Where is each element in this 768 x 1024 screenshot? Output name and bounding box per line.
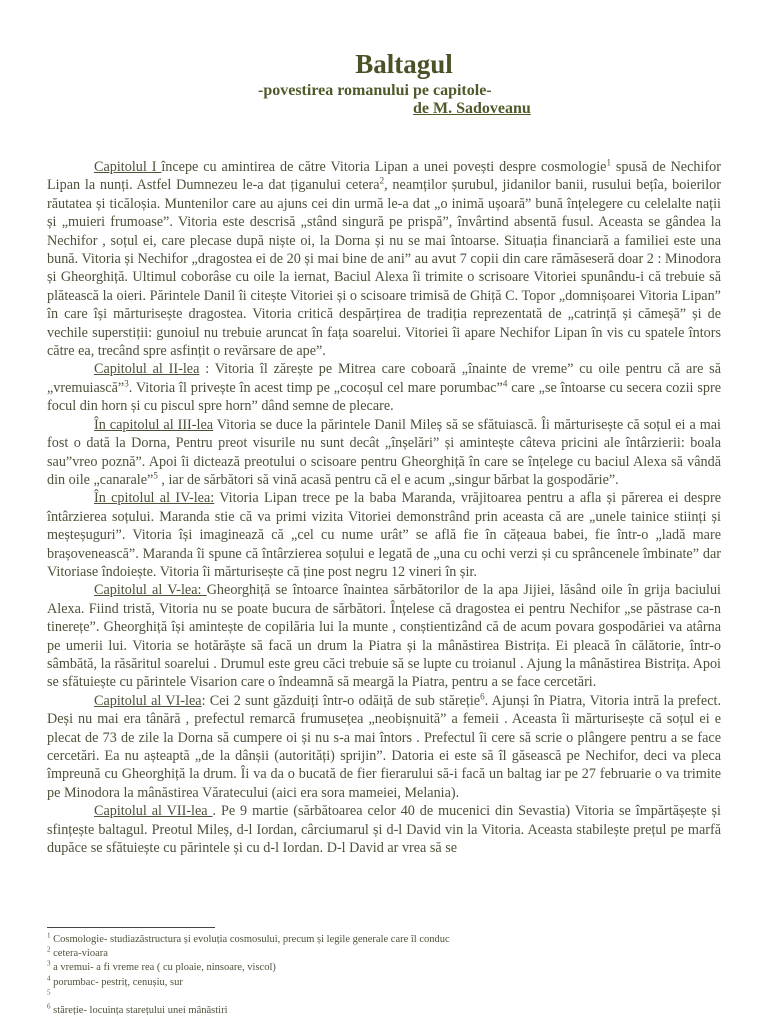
paragraph-text: Vitoria se duce la părintele Danil Mileș să se sfătuiască. Îi mărturisește că soțul ei a mai fost o dată la Dorna, Pentru preot visurile nu sunt decât „înșelări” și amintește câteva pricini ale întârzierii: boala sau”vreo poznă”. Apoi îi dictează preotului o scisoare pentru Gheorghiță în care se înțelege cu baciul Alexa să vândă din oile „canarale” — [47, 416, 721, 488]
footnote-reference[interactable]: 3 — [124, 378, 129, 389]
footnote-number: 4 — [47, 974, 51, 983]
document-author: de M. Sadoveanu — [413, 100, 531, 117]
footnote-item — [47, 990, 721, 1004]
footnote-number: 5 — [47, 988, 51, 997]
paragraph-text: care „se întoarse cu secera cozii spre focul din horn și cu piscul spre horn” dând semne de plecare. — [47, 379, 721, 415]
chapter-heading: Capitolul I — [94, 159, 162, 175]
chapter-paragraph — [47, 802, 721, 857]
footnote-text: porumbac- pestriț, cenușiu, sur — [50, 976, 183, 988]
paragraph-text: : Cei 2 sunt găzduiți într-o odăiță de sub stăreție — [201, 692, 481, 709]
paragraph-text: . Ajunși în Piatra, Vitoria intră la prefect. Deși nu mai era tânără , prefectul remarcă frumusețea „neobișnuită” a femeii . Aceasta îi mărturisește că soțul ei e plecat de 73 de zile la Dorna să cumpere oi și nu s-a mai întors . Prefectul îi cere să scrie o plângere pentru a se face cercetări. Ea nu așteaptă „de la dânșii (autorități) sprijin”. Datoria ei este să îl găsească pe Nechifor, deci va pleca împreună cu Gheorghiță la drum. Îi va da o bucată de fier fierarului să-i facă un baltag iar pe 27 februarie o va trimite pe Minodora la mânăstirea Văratecului (aici era sora mameiei, Melania). — [47, 692, 721, 801]
chapter-heading: În cpitolul al IV-lea: — [94, 490, 215, 507]
document-subtitle: -povestirea romanului pe capitole- — [258, 82, 492, 99]
chapter-paragraph — [47, 360, 721, 415]
chapter-heading: Capitolul al VII-lea — [94, 803, 213, 820]
footnote-reference[interactable]: 1 — [606, 157, 611, 168]
chapter-heading: Capitolul al V-lea: — [94, 582, 207, 599]
paragraph-text: , iar de sărbători să vină acasă pentru că el e acum „singur bărbat la gospodărie”. — [157, 471, 619, 488]
footnote-separator — [47, 927, 215, 928]
chapter-heading: Capitolul al VI-lea — [94, 692, 202, 709]
paragraph-text: . Vitoria îl privește în acest timp pe „cocoșul cel mare porumbac” — [128, 379, 503, 396]
document-header — [0, 48, 768, 117]
footnote-number: 3 — [47, 959, 51, 968]
footnote-text: stăreție- locuința starețului unei mânăstiri — [50, 1005, 228, 1017]
footnote-reference[interactable]: 4 — [502, 378, 508, 389]
chapter-paragraph — [47, 416, 721, 490]
footnote-item — [47, 947, 721, 961]
footnote-text: Cosmologie- studiazăstructura și evoluția cosmosului, precum și legile generale care îl conduc — [50, 934, 450, 945]
footnote-number: 1 — [47, 931, 51, 940]
chapter-heading: În capitolul al III-lea — [94, 416, 214, 433]
document-title: Baltagul — [355, 49, 453, 79]
footnote-text: cetera-vioara — [50, 948, 108, 960]
chapter-paragraph — [47, 692, 721, 802]
paragraph-text: Vitoria Lipan trece pe la baba Maranda, vrăjitoarea pentru a afla și părerea ei despre întârzierea soțului. Maranda stie că va primi vizita Vitoriei demonstrând prin aceasta că are „unele tainice stiinți și meșteșuguri”. Vitoria își imaginează că „cel cu nume urât” se află fie în cățeaua babei, fie într-o „ladă mare brașovenească”. Maranda îi spune că întârzierea soțului e legată de „una cu ochi verzi și cu sprâncenele îmbinate” dar Vitoriase îndoiește. Vitoria îi mărturisește că ține post negru 12 vineri în șir. — [47, 490, 721, 580]
footnote-item — [47, 1004, 721, 1018]
footnote-reference[interactable]: 6 — [480, 691, 485, 702]
footnote-reference[interactable]: 5 — [153, 470, 158, 481]
chapter-paragraph — [47, 489, 721, 581]
paragraph-text: : Vitoria îl zărește pe Mitrea care coboară „înainte de vreme” cu oile pentru că are să „vremuiască” — [47, 361, 721, 396]
footnote-item — [47, 933, 721, 947]
paragraph-text: spusă de Nechifor Lipan la nunți. Astfel Dumnezeu le-a dat țiganului cetera — [47, 159, 721, 194]
document-body — [47, 158, 721, 857]
paragraph-text: începe cu amintirea de către Vitoria Lipan a unei povești despre cosmologie — [161, 159, 607, 175]
footnote-item — [47, 976, 721, 990]
chapter-heading: Capitolul al II-lea — [94, 361, 200, 378]
chapter-paragraph — [47, 581, 721, 691]
footnote-item — [47, 961, 721, 975]
paragraph-text: . Pe 9 martie (sărbătoarea celor 40 de mucenici din Sevastia) Vitoria se împărtășește și sfințește baltagul. Preotul Mileș, d-l Iordan, cârciumarul și d-l David vin la Vitoria. Aceasta stabilește prețul pe marfă dupăce se sfătuiește cu părintele și cu d-l Iordan. D-l David ar vrea să se — [47, 803, 721, 857]
paragraph-text: Gheorghiță se întoarce înaintea sărbătorilor de la apa Jijiei, lăsând oile în grija baciului Alexa. Fiind tristă, Vitoria nu se poate bucura de sărbători. Înțelese că dragostea ei pentru Nechifor „se păstrase ca-n tinerețe”. Gheorghiță își amintește de copilăria lui la munte , conștientizând că de acum povara gospodăriei va atârna pe umerii lui. Vitoria se hotărăște să facă un drum la Piatra și la mânăstirea Bistrița. Ei pleacă în călătorie, într-o sâmbătă, la răsăritul soarelui . Drumul este greu căci trebuie să se lupte cu troianul . Ajung la mânăstirea Bistrița. Apoi se sfătuiește cu părintele Visarion care o îndeamnă să meargă la Piatra, pentru a se face cercetări. — [47, 582, 721, 691]
footnote-number: 6 — [47, 1002, 51, 1011]
chapter-paragraph — [47, 158, 721, 360]
footnote-reference[interactable]: 2 — [379, 175, 385, 186]
paragraph-text: , neamților șurubul, jidanilor banii, rusului bețîa, boierilor răutatea și ticăloșia. Muntenilor care au ajuns cei din urmă le-a dat „o inimă ușoară” bună înțelegere cu celelalte nații și „muieri frumoase”. Vitoria este descrisă „stând singură pe prispă”, învârtind absentă fusul. Aceasta se gândea la Nechifor , soțul ei, care plecase după niște oi, la Dorna și nu se mai întoarse. Situația financiară a familiei este una bună. Vitoria și Nechifor „dragostea ei de 20 și mai bine de ani” au avut 7 copii din care rămăseseră doar 2 : Minodora și Gheorghiță. Ultimul coborâse cu oile la iernat, Baciul Alexa îi trimite o scrisoare Vitoriei spunându-i că trebuie să plătească la oieri. Părintele Danil îi citește Vitoriei și o scisoare trimisă de Ghiță C. Topor „domnișoarei Vitoria Lipan” în care își mărturisește dragostea. Vitoria critică despărțirea de tradiția reprezentată de „catrință și cămeșă” și de vechile superstiții: gunoiul nu trebuie aruncat în fața soarelui. Vitoriei îi apare Nechifor Lipan în vis cu spatele întors către ea, trecând spre asfințit o revărsare de ape”. — [47, 177, 722, 360]
footnote-text: a vremui- a fi vreme rea ( cu ploaie, ninsoare, viscol) — [50, 962, 276, 974]
footnote-number: 2 — [47, 945, 51, 954]
footnotes — [47, 933, 721, 1018]
